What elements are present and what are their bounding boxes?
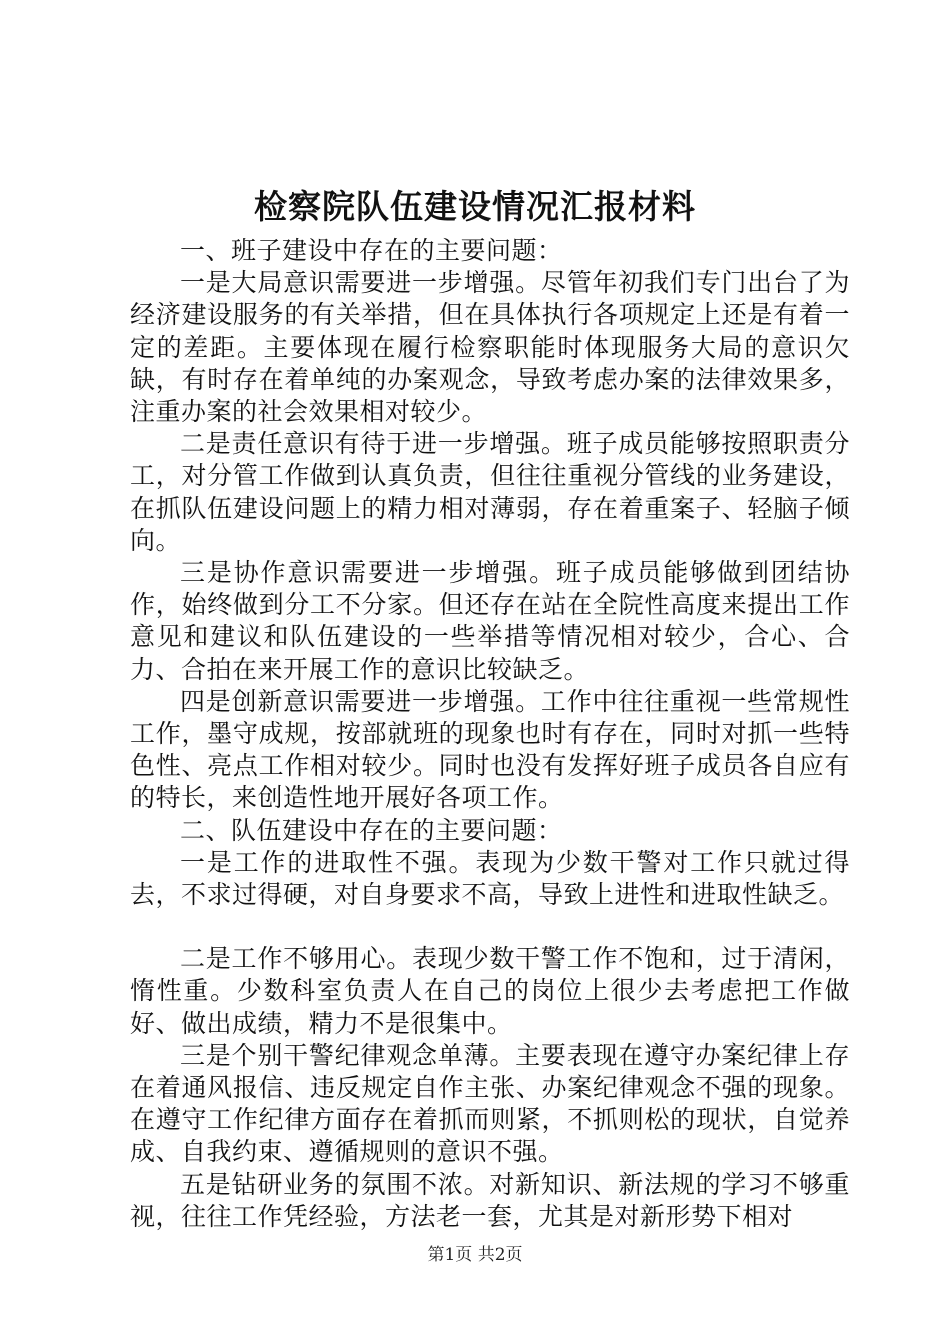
paragraph: 五是钻研业务的氛围不浓。对新知识、新法规的学习不够重视，往往工作凭经验，方法老一套，尤其是对新形势下相对 bbox=[130, 1169, 850, 1231]
page-footer: 第1页 共2页 bbox=[427, 1245, 523, 1265]
document-title: 检察院队伍建设情况汇报材料 bbox=[254, 187, 696, 226]
paragraph: 一是大局意识需要进一步增强。尽管年初我们专门出台了为经济建设服务的有关举措，但在具体执行各项规定上还是有着一定的差距。主要体现在履行检察职能时体现服务大局的意识欠缺，有时存在着单纯的办案观念，导致考虑办案的法律效果多，注重办案的社会效果相对较少。 bbox=[130, 268, 850, 427]
paragraph: 二是工作不够用心。表现少数干警工作不饱和，过于清闲，惰性重。少数科室负责人在自己的岗位上很少去考虑把工作做好、做出成绩，精力不是很集中。 bbox=[130, 944, 850, 1038]
section-heading-1: 一、班子建设中存在的主要问题： bbox=[180, 236, 563, 265]
paragraph: 三是协作意识需要进一步增强。班子成员能够做到团结协作，始终做到分工不分家。但还存在站在全院性高度来提出工作意见和建议和队伍建设的一些举措等情况相对较少，合心、合力、合拍在来开展工作的意识比较缺乏。 bbox=[130, 558, 850, 684]
paragraph: 一是工作的进取性不强。表现为少数干警对工作只就过得去，不求过得硬，对自身要求不高，导致上进性和进取性缺乏。 bbox=[130, 847, 850, 910]
paragraph: 二是责任意识有待于进一步增强。班子成员能够按照职责分工，对分管工作做到认真负责，但往往重视分管线的业务建设，在抓队伍建设问题上的精力相对薄弱，存在着重案子、轻脑子倾向。 bbox=[130, 429, 850, 555]
section-heading-2: 二、队伍建设中存在的主要问题： bbox=[180, 815, 563, 845]
paragraph: 三是个别干警纪律观念单薄。主要表现在遵守办案纪律上存在着通风报信、违反规定自作主张、办案纪律观念不强的现象。在遵守工作纪律方面存在着抓而则紧，不抓则松的现状，自觉养成、自我约束、遵循规则的意识不强。 bbox=[130, 1040, 850, 1167]
document-body bbox=[130, 235, 850, 1233]
paragraph: 四是创新意识需要进一步增强。工作中往往重视一些常规性工作，墨守成规，按部就班的现象也时有存在，同时对抓一些特色性、亮点工作相对较少。同时也没有发挥好班子成员各自应有的特长，来创造性地开展好各项工作。 bbox=[130, 686, 850, 813]
